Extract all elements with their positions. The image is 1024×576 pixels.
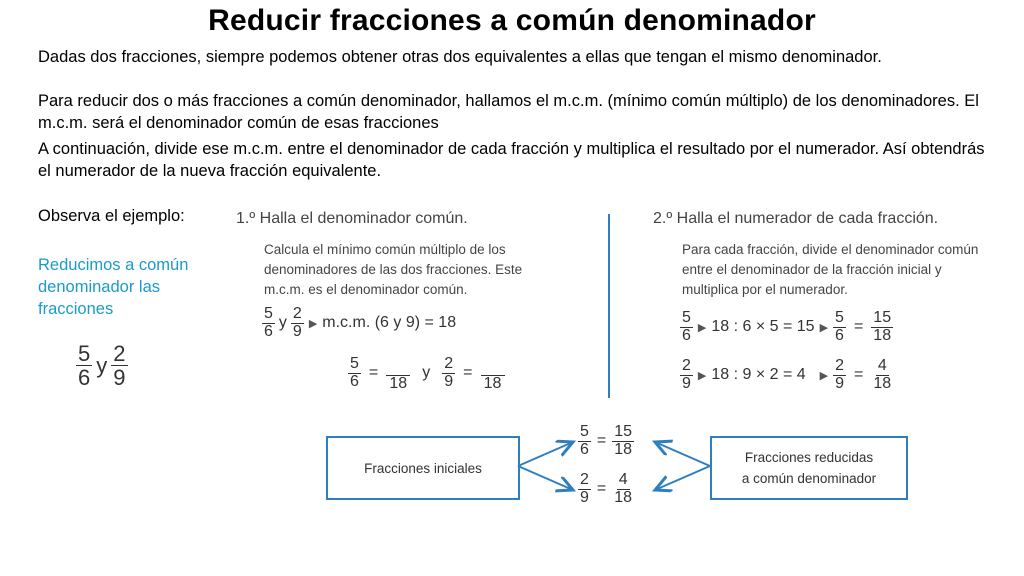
play-arrow-icon: ▶ <box>819 321 829 334</box>
arrow-right-up <box>655 442 710 466</box>
initial-fractions-box: Fracciones iniciales <box>326 436 520 500</box>
step2-text: Para cada fracción, divide el denominador común entre el denominador de la fracción inicial y multiplica por el numerador. <box>682 242 979 297</box>
arrow-right-down <box>655 466 710 490</box>
reduce-instruction: Reducimos a común denominador las fracciones <box>38 256 189 318</box>
fraction-2-9: $\frac{2}{9}$ <box>113 341 126 391</box>
step-divider <box>608 214 610 398</box>
page-title: Reducir fracciones a común denominador <box>208 4 816 37</box>
fraction-5-6: $\frac{5}{6}$ <box>78 341 91 391</box>
step1-text: Calcula el mínimo común múltiplo de los denominadores de las dos fracciones. Este m.c.m. es el denominador común. <box>264 242 523 297</box>
diagram-eq-1: $\frac{5}{6}$ = $\frac{15}{18}$ <box>580 423 633 458</box>
mcm-paragraph: Para reducir dos o más fracciones a común denominador, hallamos el m.c.m. (mínimo común múltiplo) de los denominadores. El m.c.m. será el denominador común de esas fracciones <box>38 92 979 132</box>
example-fractions: $\frac{5}{6}$ y $\frac{2}{9}$ <box>78 341 126 391</box>
step2-heading: 2.º Halla el numerador de cada fracción. <box>653 210 939 227</box>
play-arrow-icon: ▶ <box>697 321 707 334</box>
step2-calc-row-2: $\frac{2}{9}$ ▶ 18 : 9 × 2 = 4 ▶ $\frac{2}{9}$ = $\frac{4}{18}$ <box>682 357 892 392</box>
step2-calc-row-1: $\frac{5}{6}$ ▶ 18 : 6 × 5 = 15 ▶ $\frac{5}{6}$ = $\frac{15}{18}$ <box>682 309 892 344</box>
intro-paragraph: Dadas dos fracciones, siempre podemos obtener otras dos equivalentes a ellas que tengan el mismo denominador. <box>38 48 882 66</box>
play-arrow-icon: ▶ <box>308 317 318 330</box>
play-arrow-icon: ▶ <box>819 369 829 382</box>
arrow-left-up <box>518 442 573 466</box>
step1-blank-row: $\frac{5}{6}$ = 18 y $\frac{2}{9}$ = 18 <box>348 354 505 393</box>
step1-mcm-row: $\frac{5}{6}$ y $\frac{2}{9}$ ▶ m.c.m. (6 y 9) = 18 <box>264 305 457 340</box>
step1-heading: 1.º Halla el denominador común. <box>236 210 468 227</box>
play-arrow-icon: ▶ <box>697 369 707 382</box>
observe-label: Observa el ejemplo: <box>38 207 185 225</box>
mcm-calc: m.c.m. (6 y 9) = 18 <box>322 314 457 332</box>
diagram-eq-2: $\frac{2}{9}$ = $\frac{4}{18}$ <box>580 471 633 506</box>
numerator-paragraph: A continuación, divide ese m.c.m. entre el denominador de cada fracción y multiplica el resultado por el numerador. Así obtendrás el numerador de la nueva fracción equivalente. <box>38 140 985 180</box>
reduced-fractions-box: Fracciones reducidas a común denominador <box>710 436 908 500</box>
arrow-left-down <box>518 466 573 490</box>
